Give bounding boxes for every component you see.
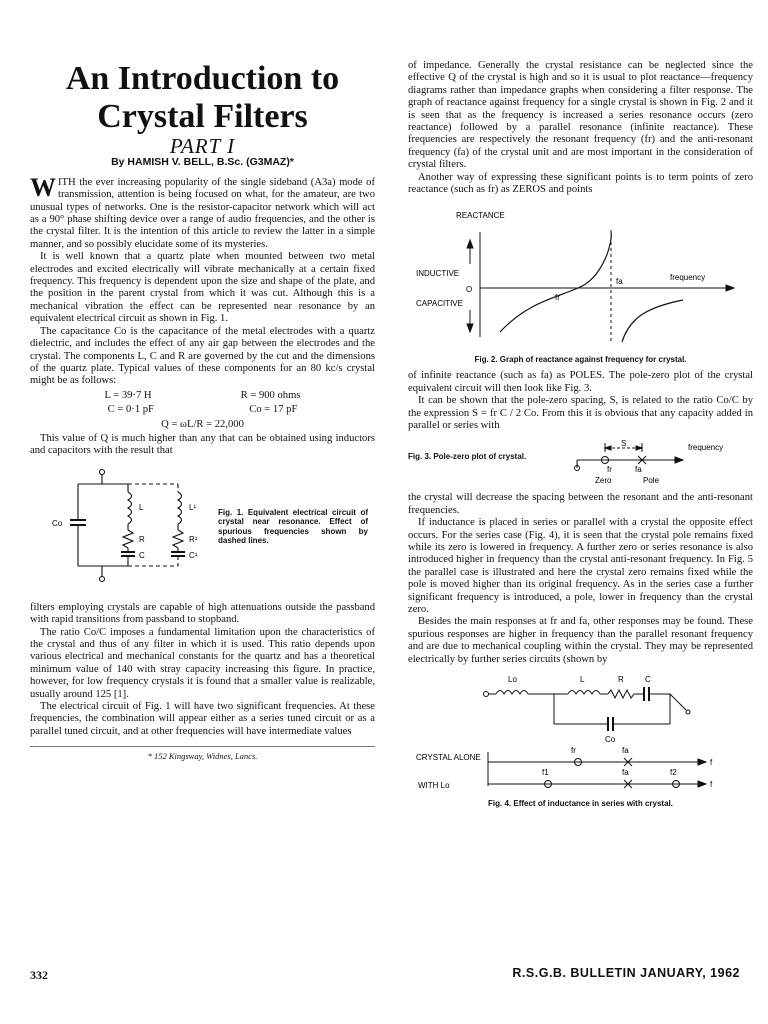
fig1-label-c: C <box>139 550 145 560</box>
fig3-plot <box>543 438 753 486</box>
fig2-caption: Fig. 2. Graph of reactance against frequency for crystal. <box>474 354 687 364</box>
fig3-frequency-label: frequency <box>688 443 724 453</box>
eq-l: L = 39·7 H <box>104 389 152 401</box>
paragraph-4: This value of Q is much higher than any that can be obtained using inductors and capacitors with the result that <box>30 432 375 457</box>
fig4-lo-label: Lo <box>508 675 517 685</box>
equation-row-1 <box>60 390 345 402</box>
fig4-fa-label: fa <box>622 746 629 756</box>
fig3-fr-label: fr <box>607 465 612 475</box>
fig4-f2-label: f2 <box>670 768 677 778</box>
right-paragraph-5: the crystal will decrease the spacing between the resonant and the anti-resonant frequencies. <box>408 492 753 516</box>
right-column <box>408 60 753 814</box>
right-paragraph-6: If inductance is placed in series or parallel with a crystal the opposite effect occurs. For the series case (Fig. 4), it is seen that the crystal pole remains fixed while its zero is lowered in frequency. A further zero or series resonance is also introduced higher in frequency than the crystal anti-resonant frequency. In Fig. 5 the parallel case is illustrated and here the crystal zero remains fixed while the pole is moved higher than its original frequency. As in the series case a further significant frequency is introduced, a pole, lower in frequency than the crystal zero. <box>408 517 753 616</box>
fig4-caption: Fig. 4. Effect of inductance in series with crystal. <box>488 798 673 808</box>
fig2-fr-label: fr <box>555 293 560 303</box>
figure-4 <box>408 672 753 808</box>
eq-co: Co = 17 pF <box>249 404 298 416</box>
paragraph-3: The capacitance Co is the capacitance of the metal electrodes with a quartz dielectric, and includes the effect of any air gap between the electrodes and the crystal. The components L, C and R are governed by the cut and the dimensions of the quartz plate. Typical values of these components for an 80 kc/s crystal might be as follows: <box>30 325 375 387</box>
footnote: * 152 Kingsway, Widnes, Lancs. <box>30 746 375 762</box>
fig4-fa2-label: fa <box>622 768 629 778</box>
figure-1 <box>30 464 375 596</box>
fig4-co-label: Co <box>605 735 616 745</box>
fig1-label-l1: L¹ <box>189 502 197 512</box>
paragraph-7: The electrical circuit of Fig. 1 will have two significant frequencies. At these frequencies, the combination will appear either as a series tuned circuit or as a parallel tuned circuit, and at other frequencies will have intermediate values <box>30 701 375 737</box>
paragraph-5: filters employing crystals are capable of high attenuations outside the passband with rapid transitions from passband to stopband. <box>30 601 375 626</box>
fig1-label-l: L <box>139 502 144 512</box>
fig1-caption: Fig. 1. Equivalent electrical circuit of crystal near resonance. Effect of spurious frequencies shown by dashed lines. <box>218 507 368 546</box>
fig3-fa-label: fa <box>635 465 642 475</box>
drop-cap: W <box>30 172 56 202</box>
paragraph-2: It is well known that a quartz plate when mounted between two metal electrodes and excited electrically will vibrate mechanically at a certain fixed frequency. This frequency is dependent upon the size and shape of the plate, and the position in the parent crystal from which it was cut. Although this is a mechanical vibration the effect can be represented near resonance by an equivalent electrical circuit as shown in Fig. 1. <box>30 251 375 325</box>
eq-q: Q = ωL/R = 22,000 <box>161 418 244 430</box>
fig4-r-label: R <box>618 675 624 685</box>
fig3-zero-label: Zero <box>595 476 612 486</box>
article-title <box>30 60 375 136</box>
right-paragraph-4: It can be shown that the pole-zero spacing, S, is related to the ratio Co/C by the expression S = fr C / 2 Co. From this it is obvious that any capacity added in parallel or series with <box>408 395 753 431</box>
fig2-reactance-label: REACTANCE <box>456 211 505 221</box>
fig4-with-lo-label: WITH Lo <box>418 781 450 791</box>
fig1-label-r1: R¹ <box>189 534 198 544</box>
fig4-fr-label: fr <box>571 746 576 756</box>
right-paragraph-2: Another way of expressing these significant points is to term points of zero reactance (such as fr) as ZEROS and points <box>408 171 753 196</box>
fig2-fa-label: fa <box>616 277 623 287</box>
fig4-diagram <box>408 672 753 794</box>
fig1-label-c1: C¹ <box>189 550 198 560</box>
figure-2 <box>408 202 753 364</box>
fig4-f1-label: f1 <box>542 768 549 778</box>
part-label: PART I <box>169 134 236 158</box>
fig4-f-axis-label: f <box>710 758 713 768</box>
fig3-pole-label: Pole <box>643 476 660 486</box>
journal-footer: R.S.G.B. BULLETIN JANUARY, 1962 <box>512 966 740 980</box>
equation-row-2 <box>60 404 345 416</box>
left-column <box>30 60 375 763</box>
eq-r: R = 900 ohms <box>240 389 301 401</box>
title-line-2: Crystal Filters <box>97 98 308 135</box>
fig4-c-label: C <box>645 675 651 685</box>
fig2-frequency-label: frequency <box>670 273 706 283</box>
paragraph-1: WITH the ever increasing popularity of the single sideband (A3a) mode of transmission, attention is being focused on what, for the amateur, are two unusual types of networks. One is the resistor-capacitor network which will act as a 90° phase shifting device over a range of audio frequencies, and the other is the crystal filter. It is the intention of this article to review the latter in a simple manner, and so possibly elucidate some of its mysteries. <box>30 172 375 250</box>
page-number: 332 <box>30 968 48 982</box>
fig2-capacitive-label: CAPACITIVE <box>416 299 463 309</box>
fig2-inductive-label: INDUCTIVE <box>416 269 460 279</box>
fig4-f-axis-label-2: f <box>710 780 713 790</box>
right-paragraph-1: of impedance. Generally the crystal resistance can be neglected since the effective Q of the crystal is high and so it is usual to plot reactance—frequency diagrams rather than impedance graphs when considering a filter response. The graph of reactance against frequency for a single crystal is shown in Fig. 2 and it is seen that as the frequency is increased a series resonance occurs (zero reactance) followed by a parallel resonance (infinite reactance). These frequencies are respectively the resonant frequency (fr) and the anti-resonant frequency (fa) of the crystal unit and are most important in the consideration of crystal filters. <box>408 60 753 171</box>
right-paragraph-7: Besides the main responses at fr and fa, other responses may be found. These spurious responses are higher in frequency than the parallel resonant frequency and are due to mechanical coupling within the crystal. They may be represented electrically by further series circuits (shown by <box>408 616 753 665</box>
paragraph-6: The ratio Co/C imposes a fundamental limitation upon the characteristics of the crystal and thus of any filter in which it is used. This ratio depends upon various electrical and mechanical constants for the quartz and has a theoretical minimum value of 140 with stray capacity increasing this figure. In practice, however, for low frequency crystals it is found that a smaller value is realizable, usually around 125 [1]. <box>30 626 375 700</box>
fig3-s-label: S <box>621 439 627 449</box>
fig4-crystal-alone-label: CRYSTAL ALONE <box>416 753 481 763</box>
fig1-label-co: Co <box>52 518 63 528</box>
byline: By HAMISH V. BELL, B.Sc. (G3MAZ)* <box>111 156 294 169</box>
fig3-caption: Fig. 3. Pole-zero plot of crystal. <box>408 452 527 462</box>
title-line-1: An Introduction to <box>65 60 340 97</box>
right-paragraph-3: of infinite reactance (such as fa) as POLES. The pole-zero plot of the crystal equivalent circuit will then look like Fig. 3. <box>408 370 753 394</box>
fig4-l-label: L <box>580 675 585 685</box>
fig1-label-r: R <box>139 534 145 544</box>
fig2-zero-label: O <box>466 285 473 295</box>
eq-c: C = 0·1 pF <box>107 404 154 416</box>
figure-3 <box>408 438 753 486</box>
fig2-graph <box>408 202 753 350</box>
